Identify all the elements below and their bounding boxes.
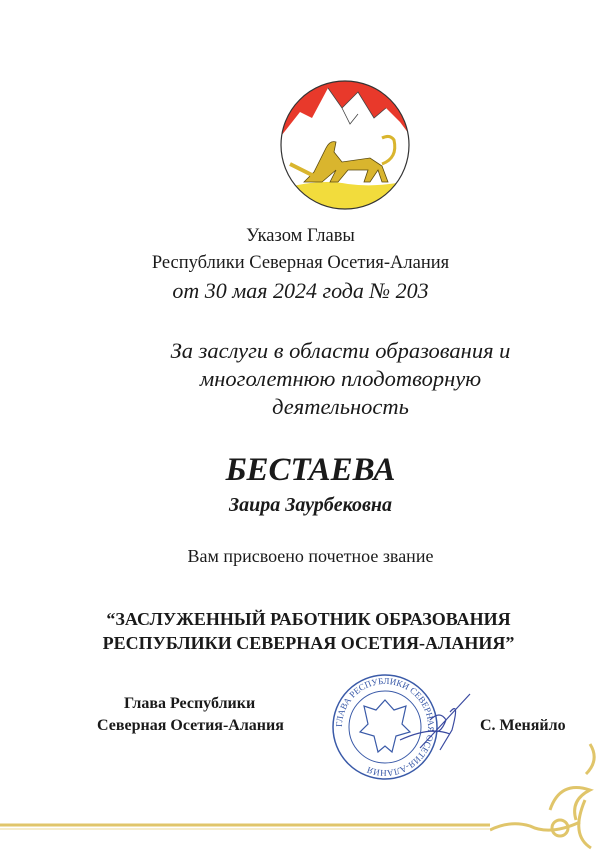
signatory-position-2: Северная Осетия-Алания [97, 717, 284, 734]
recipient-given-names: Заира Заурбековна [228, 494, 393, 516]
merit-line-2: многолетнюю плодотворную [199, 366, 482, 391]
honorary-title-line-2: РЕСПУБЛИКИ СЕВЕРНАЯ ОСЕТИЯ-АЛАНИЯ” [102, 633, 515, 653]
merit-line-1: За заслуги в области образования и [170, 338, 511, 363]
coat-of-arms-emblem [278, 78, 412, 212]
honorary-title-line-1: “ЗАСЛУЖЕННЫЙ РАБОТНИК ОБРАЗОВАНИЯ [106, 609, 511, 629]
merit-line-3: деятельность [272, 394, 409, 419]
awarded-text: Вам присвоено почетное звание [187, 546, 434, 566]
seal-text: ГЛАВА РЕСПУБЛИКИ СЕВЕРНАЯ ОСЕТИЯ-АЛАНИЯ [333, 675, 437, 779]
decree-line-1: Указом Главы [246, 226, 355, 246]
decree-line-2: Республики Северная Осетия-Алания [151, 253, 450, 273]
signatory-name: С. Меняйло [480, 717, 566, 734]
handwritten-signature [395, 690, 475, 760]
signatory-position-1: Глава Республики [124, 695, 256, 712]
recipient-surname: БЕСТАЕВА [225, 452, 396, 488]
gold-ornament-corner [490, 740, 601, 850]
decree-date-number: от 30 мая 2024 года № 203 [172, 278, 429, 303]
